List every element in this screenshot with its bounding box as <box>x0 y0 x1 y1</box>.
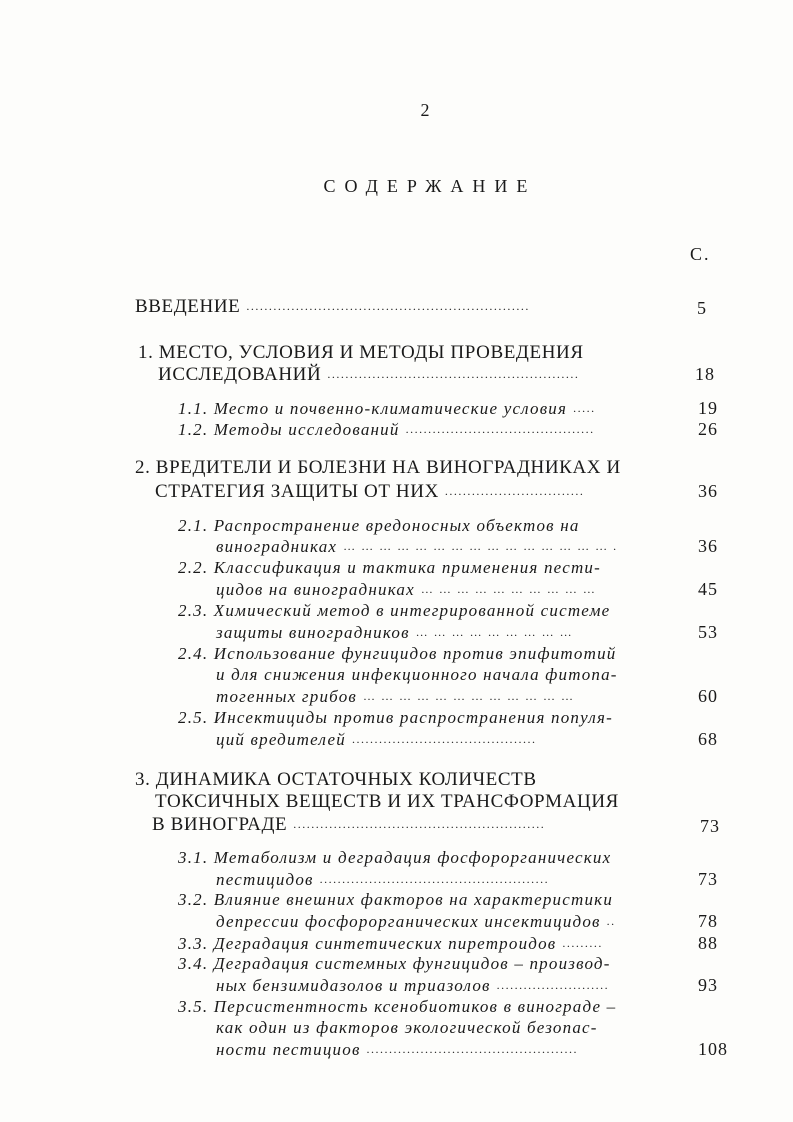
toc-entry-s2-1[interactable]: 2.1. Распространение вредоносных объектов на <box>178 516 580 535</box>
toc-entry-s3-1-cont <box>216 869 549 890</box>
page-ref-s3-3: 88 <box>698 933 718 953</box>
page-column-label: С. <box>690 244 711 264</box>
page-number: 2 <box>420 100 430 120</box>
page-ref-s3-4: 93 <box>698 975 718 995</box>
entry-label: В ВИНОГРАДЕ <box>152 814 288 835</box>
toc-entry-s2-4-cont: и для снижения инфекционного начала фитопа- <box>216 665 618 684</box>
page-ref-s3-2: 78 <box>698 911 718 931</box>
entry-label: 1.2. Методы исследований <box>178 420 400 439</box>
entry-label: депрессии фосфорорганических инсектицидов <box>216 912 601 931</box>
toc-entry-s1-cont <box>158 364 579 385</box>
page-ref-s1-2: 26 <box>698 419 718 439</box>
page-ref-s1-1: 19 <box>698 398 718 418</box>
toc-entry-s3-2-cont <box>216 911 616 932</box>
entry-label: ВВЕДЕНИЕ <box>135 296 241 317</box>
entry-label: ций вредителей <box>216 730 346 749</box>
toc-entry-s1-2[interactable] <box>178 419 595 440</box>
leader-dots: ............................................................... <box>246 299 530 313</box>
leader-dots: ......................... <box>496 978 610 992</box>
toc-entry-s3-2[interactable]: 3.2. Влияние внешних факторов на характеристики <box>178 890 614 909</box>
toc-entry-s2-1-cont <box>216 536 618 557</box>
page-ref-s3: 73 <box>700 816 720 836</box>
entry-label: ных бензимидазолов и триазолов <box>216 976 491 995</box>
entry-label: пестицидов <box>216 870 314 889</box>
page-ref-s3-5: 108 <box>698 1039 728 1059</box>
page-ref-s2-5: 68 <box>698 729 718 749</box>
page-ref-s1: 18 <box>695 364 715 384</box>
leader-dots: ........................................................ <box>327 367 580 381</box>
toc-entry-s3-4-cont <box>216 975 609 996</box>
toc-entry-s2-4[interactable]: 2.4. Использование фунгицидов против эпифитотий <box>178 644 617 663</box>
entry-label: ности пестициов <box>216 1040 361 1059</box>
entry-label: СТРАТЕГИЯ ЗАЩИТЫ ОТ НИХ <box>155 481 439 502</box>
toc-entry-s3-5-cont: как один из факторов экологической безопас- <box>216 1018 598 1037</box>
toc-entry-s3-5[interactable]: 3.5. Персистентность ксенобиотиков в винограде – <box>178 997 617 1016</box>
toc-entry-s2-3-cont <box>216 622 573 643</box>
page-ref-s2-2: 45 <box>698 579 718 599</box>
page-ref-s2: 36 <box>698 481 718 501</box>
page-ref-intro: 5 <box>697 298 707 318</box>
toc-entry-s2-cont <box>155 481 584 502</box>
entry-label: тогенных грибов <box>216 687 357 706</box>
toc-entry-s1[interactable]: 1. МЕСТО, УСЛОВИЯ И МЕТОДЫ ПРОВЕДЕНИЯ <box>138 342 584 363</box>
toc-entry-s3-3[interactable] <box>178 933 603 954</box>
entry-label: цидов на виноградниках <box>216 580 415 599</box>
toc-entry-s3-cont: ТОКСИЧНЫХ ВЕЩЕСТВ И ИХ ТРАНСФОРМАЦИЯ <box>155 791 619 812</box>
entry-label: виноградниках <box>216 537 338 556</box>
toc-entry-s3-4[interactable]: 3.4. Деградация системных фунгицидов – производ- <box>178 954 611 973</box>
toc-entry-s2-4-cont2 <box>216 686 574 707</box>
page-ref-s2-4: 60 <box>698 686 718 706</box>
toc-entry-s2-2[interactable]: 2.2. Классификация и тактика применения пести- <box>178 558 601 577</box>
toc-entry-s2-5-cont <box>216 729 536 750</box>
leader-dots: … … … … … … … … … … <box>420 582 597 596</box>
entry-label: защиты виноградников <box>216 623 410 642</box>
leader-dots: ......... <box>562 936 603 950</box>
leader-dots: … … … … … … … … … <box>415 625 574 639</box>
toc-entry-s2-5[interactable]: 2.5. Инсектициды против распространения популя- <box>178 708 613 727</box>
leader-dots: ............................................... <box>366 1042 579 1056</box>
page-ref-s3-1: 73 <box>698 869 718 889</box>
leader-dots: ......................................... <box>351 732 537 746</box>
leader-dots: ............................... <box>444 484 585 498</box>
toc-entry-s2-2-cont <box>216 579 596 600</box>
leader-dots: ..... <box>573 401 596 415</box>
toc-entry-s2[interactable]: 2. ВРЕДИТЕЛИ И БОЛЕЗНИ НА ВИНОГРАДНИКАХ И <box>135 457 621 478</box>
leader-dots: … … … … … … … … … … … … … … … . <box>343 539 618 553</box>
toc-entry-s2-3[interactable]: 2.3. Химический метод в интегрированной системе <box>178 601 611 620</box>
leader-dots: … … … … … … … … … … … … <box>362 689 575 703</box>
leader-dots: .. <box>606 914 616 928</box>
page-ref-s2-1: 36 <box>698 536 718 556</box>
leader-dots: ................................................... <box>319 872 550 886</box>
toc-entry-s3-1[interactable]: 3.1. Метаболизм и деградация фосфорорганических <box>178 848 612 867</box>
toc-entry-s3-cont2 <box>152 814 545 835</box>
toc-entry-s1-1[interactable] <box>178 398 596 419</box>
leader-dots: ........................................................ <box>293 817 546 831</box>
toc-title: СОДЕРЖАНИЕ <box>323 176 537 196</box>
entry-label: 1.1. Место и почвенно-климатические условия <box>178 399 568 418</box>
toc-entry-intro[interactable] <box>135 296 530 317</box>
entry-label: ИССЛЕДОВАНИЙ <box>158 364 322 385</box>
entry-label: 3.3. Деградация синтетических пиретроидов <box>178 934 557 953</box>
toc-entry-s3-5-cont2 <box>216 1039 578 1060</box>
leader-dots: .......................................... <box>405 422 595 436</box>
page-ref-s2-3: 53 <box>698 622 718 642</box>
toc-entry-s3[interactable]: 3. ДИНАМИКА ОСТАТОЧНЫХ КОЛИЧЕСТВ <box>135 769 537 790</box>
